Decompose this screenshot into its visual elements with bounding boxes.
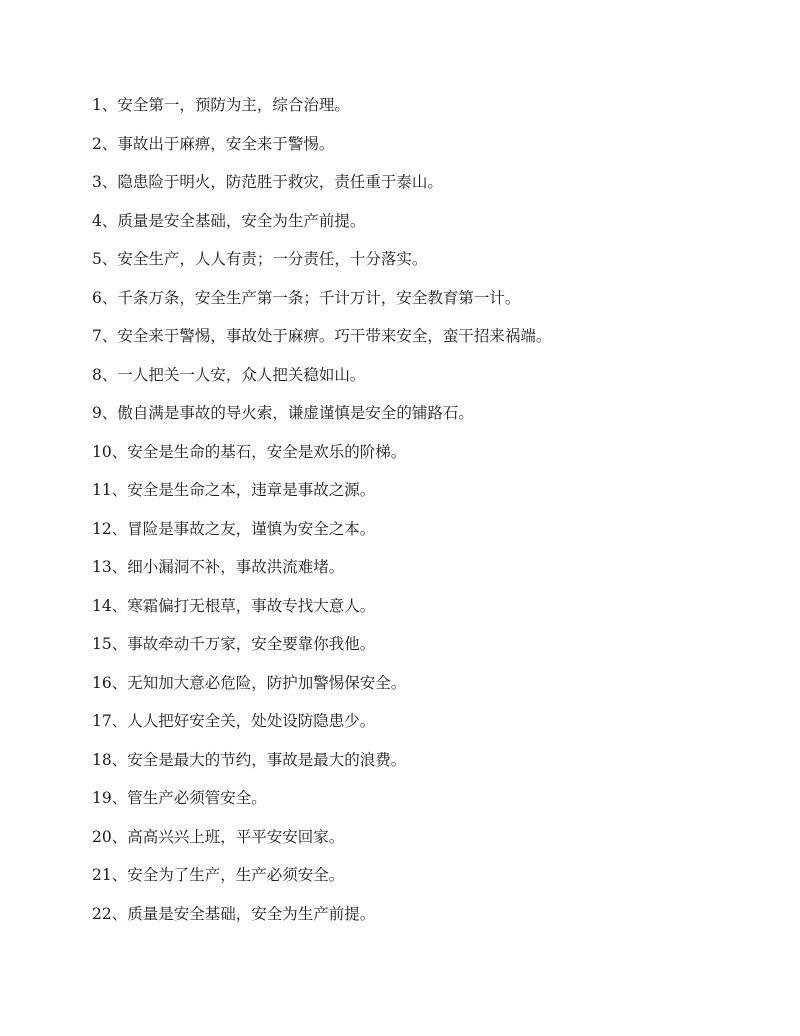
slogan-item: 7、安全来于警惕，事故处于麻痹。巧干带来安全，蛮干招来祸端。 xyxy=(92,327,552,345)
slogan-item: 16、无知加大意必危险，防护加警惕保安全。 xyxy=(92,673,407,692)
slogan-item: 15、事故牵动千万家，安全要靠你我他。 xyxy=(92,635,376,653)
slogan-item: 2、事故出于麻痹，安全来于警惕。 xyxy=(92,134,335,153)
slogan-item: 3、隐患险于明火，防范胜于救灾，责任重于泰山。 xyxy=(92,173,443,191)
slogan-item: 1、安全第一，预防为主，综合治理。 xyxy=(92,96,350,114)
slogan-list xyxy=(92,92,772,939)
slogan-item: 14、寒霜偏打无根草，事故专找大意人。 xyxy=(92,596,376,615)
slogan-item: 9、傲自满是事故的导火索，谦虚谨慎是安全的铺路石。 xyxy=(92,404,474,422)
slogan-item: 5、安全生产，人人有责；一分责任，十分落实。 xyxy=(92,250,428,268)
slogan-item: 12、冒险是事故之友，谨慎为安全之本。 xyxy=(92,519,376,538)
slogan-item: 22、质量是安全基础，安全为生产前提。 xyxy=(92,904,376,923)
slogan-item: 4、质量是安全基础，安全为生产前提。 xyxy=(92,211,366,230)
slogan-item: 11、安全是生命之本，违章是事故之源。 xyxy=(92,481,376,499)
slogan-item: 6、千条万条，安全生产第一条；千计万计，安全教育第一计。 xyxy=(92,288,521,307)
slogan-item: 19、管生产必须管安全。 xyxy=(92,789,267,807)
slogan-item: 18、安全是最大的节约，事故是最大的浪费。 xyxy=(92,750,407,769)
slogan-item: 20、高高兴兴上班，平平安安回家。 xyxy=(92,827,345,846)
slogan-item: 13、细小漏洞不补，事故洪流难堵。 xyxy=(92,558,345,576)
slogan-item: 8、一人把关一人安，众人把关稳如山。 xyxy=(92,365,366,384)
slogan-item: 21、安全为了生产，生产必须安全。 xyxy=(92,866,345,884)
slogan-item: 10、安全是生命的基石，安全是欢乐的阶梯。 xyxy=(92,442,407,461)
slogan-item: 17、人人把好安全关，处处设防隐患少。 xyxy=(92,712,376,730)
